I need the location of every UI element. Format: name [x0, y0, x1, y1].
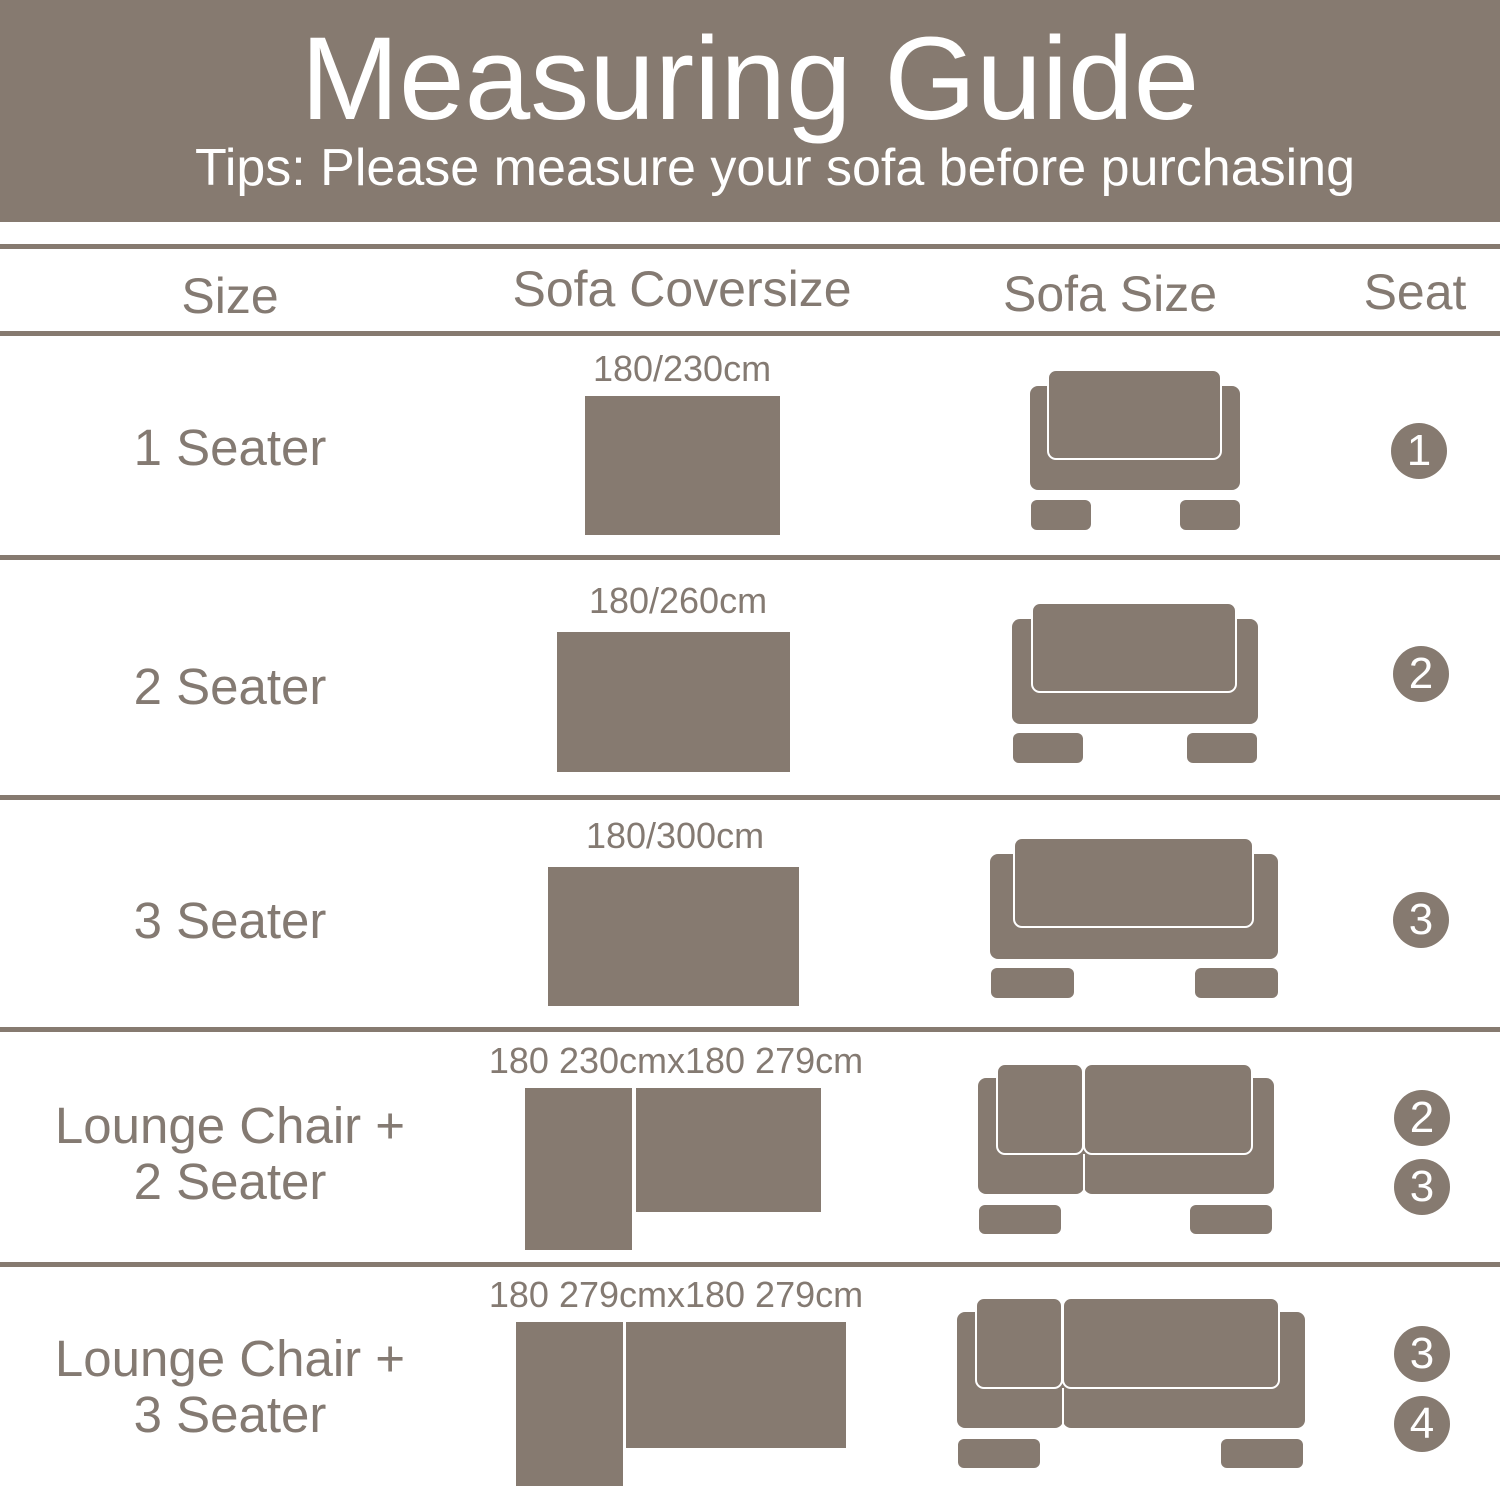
size-label-1-seater: 1 Seater [133, 419, 327, 476]
seat-badge: 1 [1391, 423, 1447, 479]
seat-badge: 2 [1393, 646, 1449, 702]
coversize-dimension: 180/230cm [592, 348, 772, 389]
seat-badge: 3 [1393, 892, 1449, 948]
table-top-rule [0, 244, 1500, 249]
sofa-1-seater-icon [1028, 368, 1242, 532]
seat-badge: 2 [1394, 1090, 1450, 1146]
cover-rect [557, 632, 790, 772]
seat-badge: 3 [1394, 1159, 1450, 1215]
column-header-sofa-size: Sofa Size [1002, 266, 1217, 322]
cover-rect-seater [626, 1322, 846, 1448]
column-header-seat: Seat [1363, 264, 1467, 320]
row-divider [0, 1027, 1500, 1032]
cover-rect [548, 867, 799, 1006]
size-label-3-seater: 3 Seater [133, 892, 327, 949]
size-label-2-seater: 2 Seater [133, 658, 327, 715]
page-title: Measuring Guide [300, 13, 1200, 145]
size-label-lounge-chair: Lounge Chair + [54, 1330, 406, 1387]
size-label-2-seater: 2 Seater [133, 1153, 327, 1210]
column-header-coversize: Sofa Coversize [512, 261, 852, 317]
size-label-3-seater: 3 Seater [133, 1386, 327, 1443]
seat-badge: 3 [1394, 1326, 1450, 1382]
sofa-lounge-3-seater-icon [955, 1296, 1307, 1470]
coversize-dimension: 180 279cmx180 279cm [488, 1274, 864, 1315]
cover-rect-seater [636, 1088, 821, 1212]
sofa-lounge-2-seater-icon [976, 1062, 1276, 1236]
sofa-2-seater-icon [1010, 601, 1260, 765]
column-header-size: Size [181, 268, 279, 324]
row-divider [0, 555, 1500, 560]
size-label-lounge-chair: Lounge Chair + [54, 1097, 406, 1154]
cover-rect-lounge [525, 1088, 632, 1250]
cover-rect-lounge [516, 1322, 623, 1486]
cover-rect [585, 396, 780, 535]
coversize-dimension: 180/300cm [585, 815, 765, 856]
row-divider [0, 795, 1500, 800]
sofa-3-seater-icon [988, 836, 1280, 1000]
row-divider [0, 1262, 1500, 1267]
coversize-dimension: 180/260cm [588, 580, 768, 621]
header-bottom-rule [0, 331, 1500, 336]
seat-badge: 4 [1394, 1396, 1450, 1452]
page-subtitle: Tips: Please measure your sofa before purchasing [194, 139, 1356, 197]
coversize-dimension: 180 230cmx180 279cm [488, 1040, 864, 1081]
